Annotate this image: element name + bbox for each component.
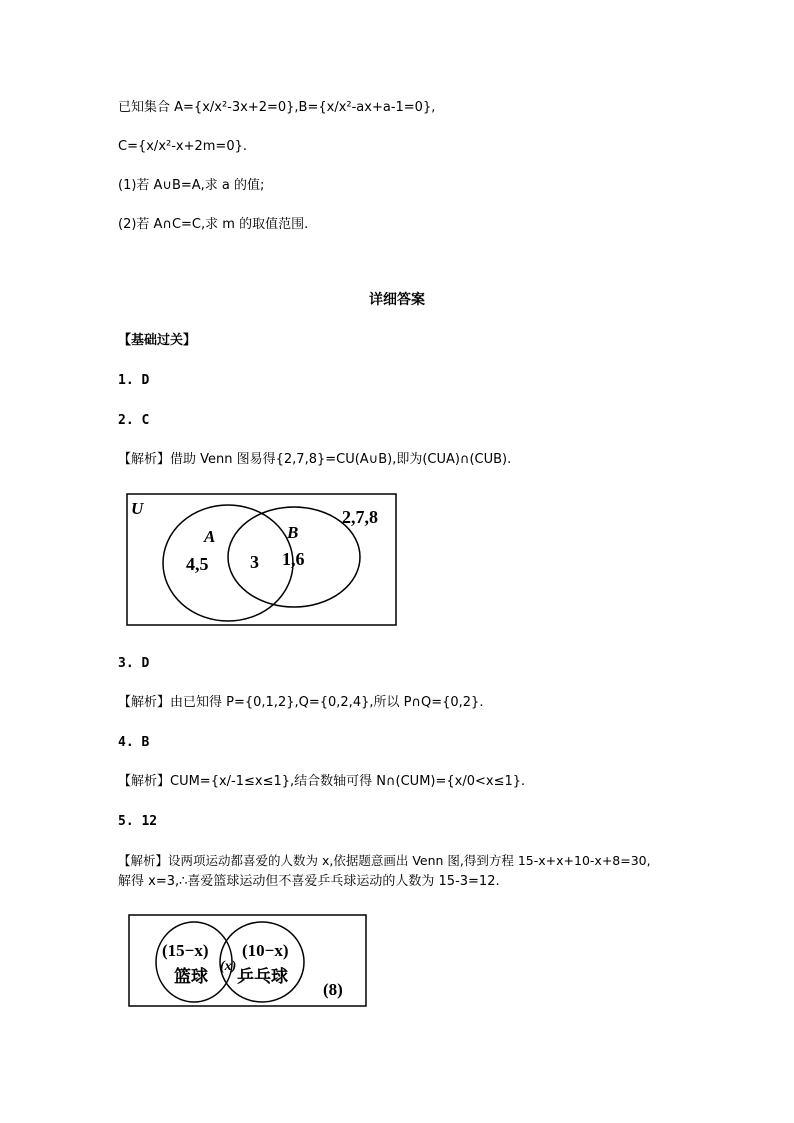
pingpong-count: (10−x) <box>242 941 289 960</box>
answer-5: 5. 12 <box>118 814 158 829</box>
problem-part-1: (1)若 A∪B=A,求 a 的值; <box>118 178 265 193</box>
answer-4: 4. B <box>118 735 150 750</box>
both-count: (x) <box>220 959 237 974</box>
region-both: 3 <box>250 552 259 572</box>
answer-5-analysis-line-2: 解得 x=3,∴喜爱篮球运动但不喜爱乒乓球运动的人数为 15-3=12. <box>118 874 500 889</box>
basketball-count: (15−x) <box>162 941 209 960</box>
universe-label: U <box>131 499 144 518</box>
region-a-only: 4,5 <box>186 554 209 574</box>
answer-3-analysis: 【解析】由已知得 P={0,1,2},Q={0,2,4},所以 P∩Q={0,2}. <box>118 695 484 710</box>
answer-1: 1. D <box>118 373 150 388</box>
answers-title: 详细答案 <box>369 292 425 308</box>
answer-2-analysis: 【解析】借助 Venn 图易得{2,7,8}=CU(A∪B),即为(CUA)∩(CUB). <box>118 452 512 467</box>
region-b-only: 1,6 <box>282 549 305 569</box>
problem-line-1: 已知集合 A={x/x²-3x+2=0},B={x/x²-ax+a-1=0}, <box>118 100 436 115</box>
answer-5-analysis-line-1: 【解析】设两项运动都喜爱的人数为 x,依据题意画出 Venn 图,得到方程 15-x+x+10-x+8=30, <box>118 853 651 868</box>
region-outside: 2,7,8 <box>342 507 378 527</box>
answer-4-analysis: 【解析】CUM={x/-1≤x≤1},结合数轴可得 N∩(CUM)={x/0<x≤1}. <box>118 774 526 789</box>
basketball-label: 篮球 <box>174 967 208 987</box>
set-b-label: B <box>287 523 299 542</box>
outside-count: (8) <box>323 980 343 999</box>
section-heading: 【基础过关】 <box>118 333 197 348</box>
pingpong-label: 乒乓球 <box>237 967 288 987</box>
set-a-label: A <box>204 527 216 546</box>
problem-part-2: (2)若 A∩C=C,求 m 的取值范围. <box>118 217 309 232</box>
problem-line-2: C={x/x²-x+2m=0}. <box>118 139 247 154</box>
answer-3: 3. D <box>118 656 150 671</box>
answer-2: 2. C <box>118 413 150 428</box>
